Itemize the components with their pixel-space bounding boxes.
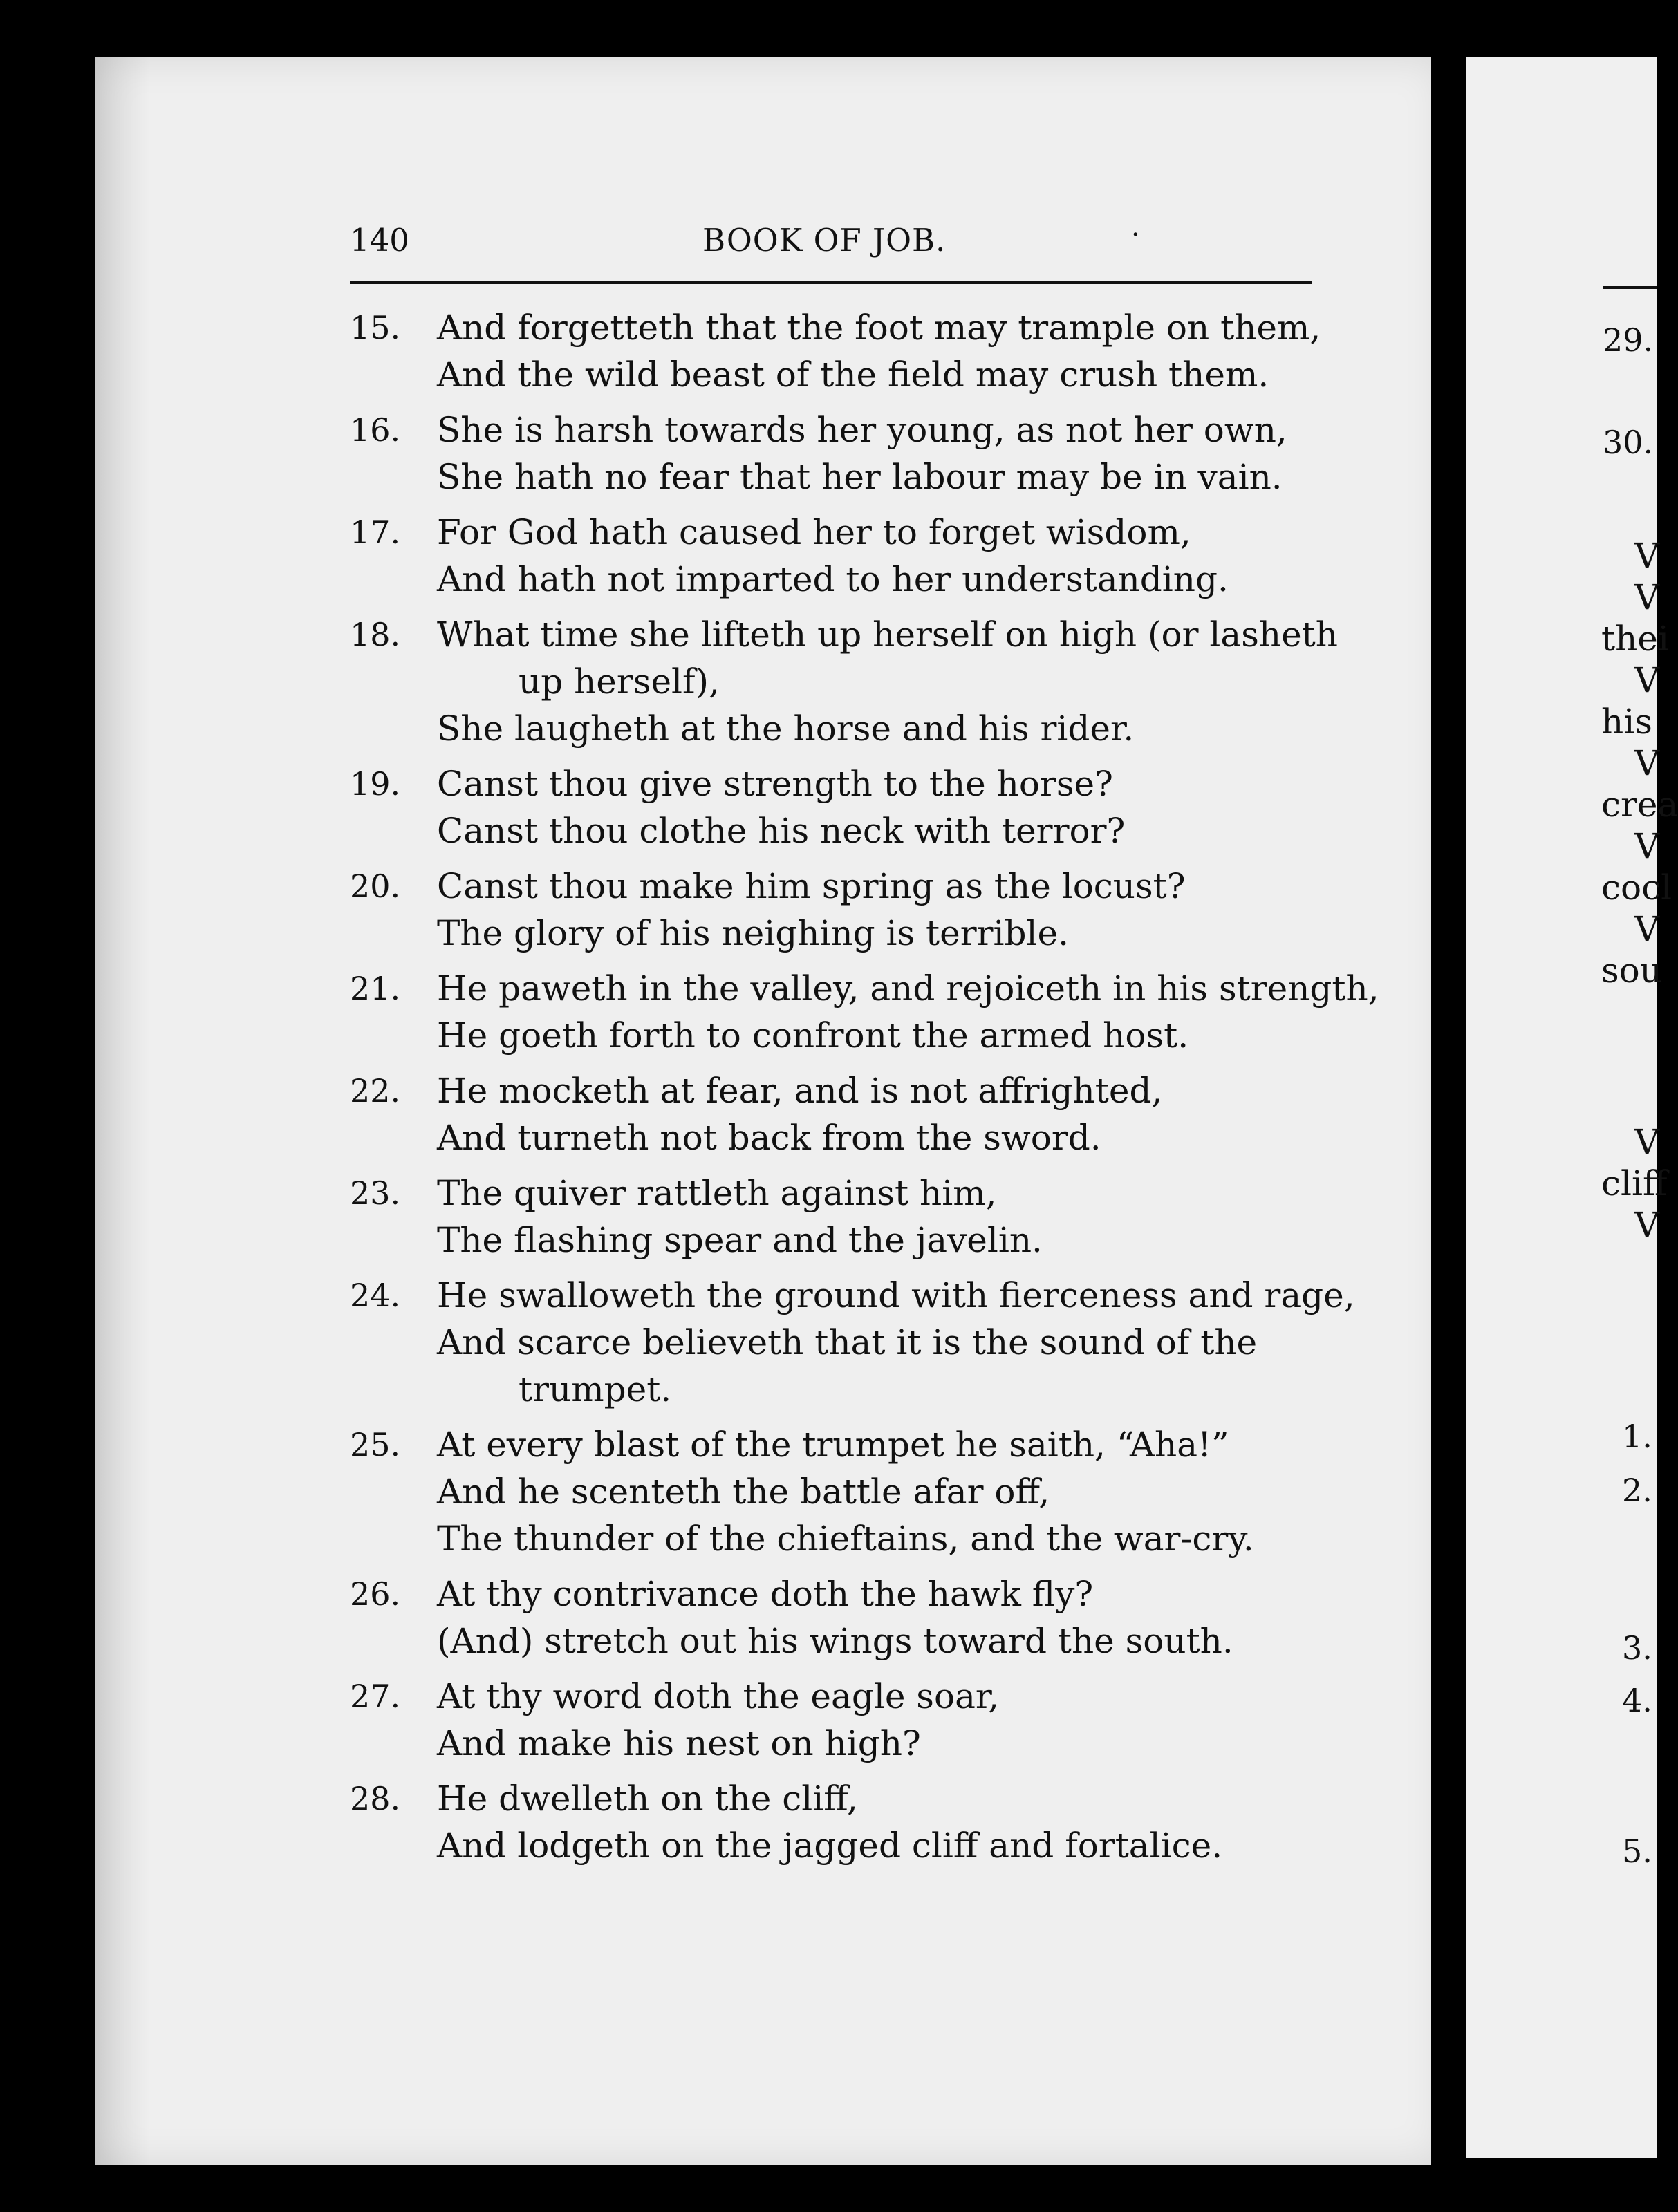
verse-line: And turneth not back from the sword. xyxy=(437,1118,1101,1158)
facing-text-fragment: V xyxy=(1634,743,1660,783)
verse-line: What time she lifteth up herself on high (or lasheth xyxy=(437,615,1338,655)
verse-22 xyxy=(350,1067,1332,1161)
verse-line: Canst thou give strength to the horse? xyxy=(437,764,1113,804)
facing-text-fragment: thei xyxy=(1601,619,1669,659)
verse-line: The glory of his neighing is terrible. xyxy=(437,913,1070,953)
page-number: 140 xyxy=(350,222,409,259)
verse-number: 22. xyxy=(350,1072,401,1109)
verse-line: She laugheth at the horse and his rider. xyxy=(437,709,1135,749)
verse-line: She hath no fear that her labour may be in vain. xyxy=(437,457,1283,497)
verse-line: And make his nest on high? xyxy=(437,1723,921,1763)
verse-line: The thunder of the chieftains, and the war-cry. xyxy=(437,1519,1254,1559)
verse-line: And lodgeth on the jagged cliff and fortalice. xyxy=(437,1826,1223,1866)
header-rule xyxy=(350,281,1312,284)
verse-16 xyxy=(350,406,1332,500)
verse-number: 24. xyxy=(350,1277,401,1314)
facing-text-fragment: V xyxy=(1634,909,1660,949)
verse-number: 25. xyxy=(350,1426,401,1463)
verse-line: The flashing spear and the javelin. xyxy=(437,1220,1043,1260)
verse-26 xyxy=(350,1571,1332,1665)
verse-number: 19. xyxy=(350,765,401,803)
facing-text-fragment: his xyxy=(1601,702,1652,742)
facing-text-fragment: V xyxy=(1634,577,1660,617)
running-head-dot: · xyxy=(1131,219,1140,251)
verse-line: At every blast of the trumpet he saith, “Aha!” xyxy=(437,1425,1229,1465)
verse-line: Canst thou clothe his neck with terror? xyxy=(437,811,1126,851)
verse-24 xyxy=(350,1272,1355,1413)
verse-line: He dwelleth on the cliff, xyxy=(437,1779,858,1819)
verse-line: She is harsh towards her young, as not her own, xyxy=(437,410,1287,450)
verse-number: 20. xyxy=(350,868,401,905)
verse-number: 23. xyxy=(350,1174,401,1212)
verse-number: 16. xyxy=(350,411,401,449)
verse-25 xyxy=(350,1421,1332,1562)
verse-number: 18. xyxy=(350,616,401,653)
verse-line: And hath not imparted to her understanding. xyxy=(437,559,1229,599)
verse-number: 17. xyxy=(350,514,401,551)
facing-verse-number: 5. xyxy=(1622,1833,1652,1870)
verse-line: He mocketh at fear, and is not affrighted, xyxy=(437,1071,1163,1111)
running-title: BOOK OF JOB. xyxy=(702,222,947,259)
verse-line-continuation: up herself), xyxy=(519,662,720,702)
verse-list xyxy=(350,304,1379,1877)
verse-number: 15. xyxy=(350,309,401,346)
facing-verse-number: 4. xyxy=(1622,1682,1652,1719)
verse-21 xyxy=(350,965,1379,1059)
verse-18 xyxy=(350,611,1338,752)
verse-number: 21. xyxy=(350,970,401,1007)
facing-text-fragment: sou xyxy=(1601,950,1662,991)
facing-text-fragment: cocl xyxy=(1601,868,1672,908)
verse-20 xyxy=(350,863,1332,957)
verse-line: (And) stretch out his wings toward the south. xyxy=(437,1621,1233,1661)
verse-number: 27. xyxy=(350,1678,401,1715)
verse-line: At thy contrivance doth the hawk fly? xyxy=(437,1574,1094,1614)
verse-line: Canst thou make him spring as the locust? xyxy=(437,866,1186,906)
facing-text-fragment: V xyxy=(1634,660,1660,700)
facing-text-fragment: V xyxy=(1634,1122,1660,1162)
verse-line: And forgetteth that the foot may trample on them, xyxy=(437,308,1321,348)
verse-line: And scarce believeth that it is the sound of the xyxy=(437,1322,1258,1362)
verse-23 xyxy=(350,1170,1332,1264)
verse-line: He swalloweth the ground with fierceness and rage, xyxy=(437,1275,1355,1315)
verse-17 xyxy=(350,509,1332,603)
verse-27 xyxy=(350,1673,1332,1767)
verse-line: For God hath caused her to forget wisdom, xyxy=(437,512,1191,552)
verse-line: He goeth forth to confront the armed host. xyxy=(437,1015,1189,1056)
verse-number: 28. xyxy=(350,1780,401,1817)
verse-line: And the wild beast of the field may crush them. xyxy=(437,355,1269,395)
book-gutter xyxy=(1431,48,1467,2177)
facing-verse-number: 30. xyxy=(1603,424,1654,461)
verse-28 xyxy=(350,1775,1332,1869)
facing-text-fragment: V xyxy=(1634,536,1660,576)
facing-text-fragment: V xyxy=(1634,1205,1660,1245)
verse-line: He paweth in the valley, and rejoiceth in his strength, xyxy=(437,968,1379,1009)
facing-text-fragment: cliff xyxy=(1601,1163,1668,1203)
facing-verse-number: 3. xyxy=(1622,1629,1652,1667)
verse-19 xyxy=(350,760,1332,854)
facing-verse-number: 2. xyxy=(1622,1472,1652,1509)
verse-line: And he scenteth the battle afar off, xyxy=(437,1472,1050,1512)
facing-page-rule xyxy=(1603,286,1657,289)
verse-line: At thy word doth the eagle soar, xyxy=(437,1676,1000,1716)
facing-verse-number: 29. xyxy=(1603,321,1654,359)
verse-line-continuation: trumpet. xyxy=(519,1369,672,1409)
facing-text-fragment: crea xyxy=(1601,785,1678,825)
verse-line: The quiver rattleth against him, xyxy=(437,1173,997,1213)
verse-15 xyxy=(350,304,1332,398)
facing-verse-number: 1. xyxy=(1622,1418,1652,1455)
verse-number: 26. xyxy=(350,1575,401,1613)
facing-text-fragment: V xyxy=(1634,826,1660,866)
